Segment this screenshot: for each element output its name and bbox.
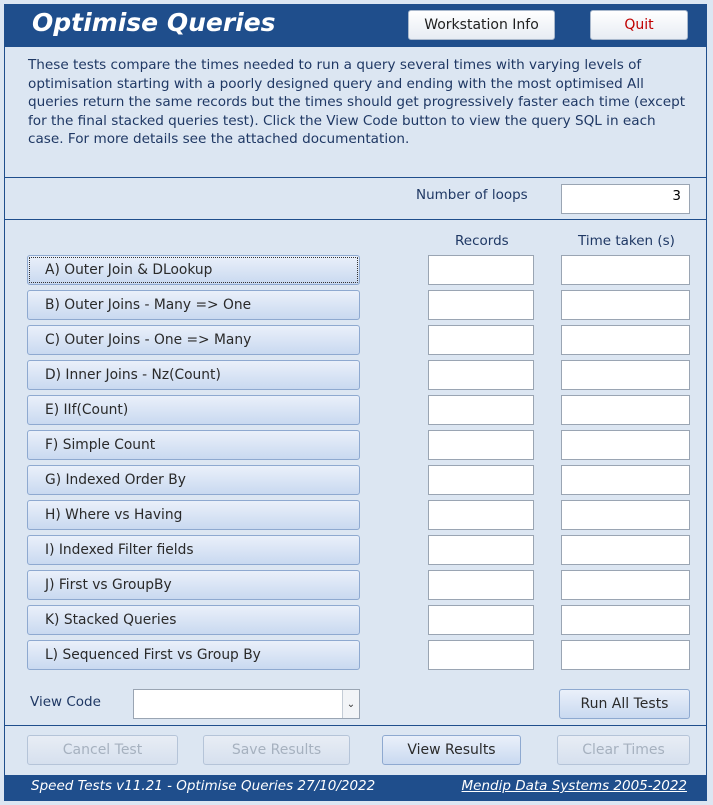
save-results-button[interactable]: Save Results [203, 735, 350, 765]
workstation-info-button[interactable]: Workstation Info [408, 10, 555, 40]
view-results-button[interactable]: View Results [382, 735, 521, 765]
run-all-tests-button[interactable]: Run All Tests [559, 689, 690, 719]
records-field[interactable] [428, 395, 534, 425]
quit-button[interactable]: Quit [590, 10, 688, 40]
records-field[interactable] [428, 640, 534, 670]
records-field[interactable] [428, 605, 534, 635]
test-button[interactable]: F) Simple Count [27, 430, 360, 460]
page-title: Optimise Queries [32, 8, 276, 37]
time-taken-field[interactable] [561, 605, 690, 635]
divider-top [4, 177, 707, 178]
divider-middle [4, 219, 707, 220]
records-field[interactable] [428, 325, 534, 355]
time-taken-field[interactable] [561, 465, 690, 495]
view-code-label: View Code [30, 694, 101, 710]
time-taken-field[interactable] [561, 535, 690, 565]
time-taken-field[interactable] [561, 325, 690, 355]
records-field[interactable] [428, 360, 534, 390]
time-taken-field[interactable] [561, 290, 690, 320]
footer-copyright-link[interactable]: Mendip Data Systems 2005-2022 [461, 778, 687, 794]
divider-bottom [4, 725, 707, 726]
test-button[interactable]: H) Where vs Having [27, 500, 360, 530]
records-column-header: Records [455, 233, 509, 249]
time-taken-field[interactable] [561, 360, 690, 390]
records-field[interactable] [428, 535, 534, 565]
records-field[interactable] [428, 430, 534, 460]
footer-bar [4, 775, 707, 801]
cancel-test-button[interactable]: Cancel Test [27, 735, 178, 765]
test-button[interactable]: D) Inner Joins - Nz(Count) [27, 360, 360, 390]
chevron-down-icon[interactable]: ⌄ [342, 690, 359, 718]
records-field[interactable] [428, 500, 534, 530]
loops-input[interactable]: 3 [561, 184, 690, 214]
records-field[interactable] [428, 290, 534, 320]
test-button[interactable]: A) Outer Join & DLookup [27, 255, 360, 285]
time-taken-field[interactable] [561, 395, 690, 425]
time-taken-field[interactable] [561, 640, 690, 670]
records-field[interactable] [428, 255, 534, 285]
time-column-header: Time taken (s) [578, 233, 675, 249]
test-button[interactable]: G) Indexed Order By [27, 465, 360, 495]
test-button[interactable]: C) Outer Joins - One => Many [27, 325, 360, 355]
test-button[interactable]: J) First vs GroupBy [27, 570, 360, 600]
footer-version: Speed Tests v11.21 - Optimise Queries 27/10/2022 [31, 778, 376, 794]
test-button[interactable]: I) Indexed Filter fields [27, 535, 360, 565]
test-button[interactable]: B) Outer Joins - Many => One [27, 290, 360, 320]
test-button[interactable]: K) Stacked Queries [27, 605, 360, 635]
time-taken-field[interactable] [561, 570, 690, 600]
loops-label: Number of loops [416, 187, 528, 203]
records-field[interactable] [428, 570, 534, 600]
clear-times-button[interactable]: Clear Times [557, 735, 690, 765]
view-code-combo[interactable] [133, 689, 360, 719]
description-text: These tests compare the times needed to run a query several times with varying levels of optimisation starting with a poorly designed query and ending with the most optimised All queries return the same records but the times should get progressively faster each time (except for the final stacked queries test). Click the View Code button to view the query SQL in each case. For more details see the attached documentation. [28, 57, 686, 147]
test-button[interactable]: E) IIf(Count) [27, 395, 360, 425]
test-button[interactable]: L) Sequenced First vs Group By [27, 640, 360, 670]
time-taken-field[interactable] [561, 430, 690, 460]
time-taken-field[interactable] [561, 255, 690, 285]
records-field[interactable] [428, 465, 534, 495]
time-taken-field[interactable] [561, 500, 690, 530]
